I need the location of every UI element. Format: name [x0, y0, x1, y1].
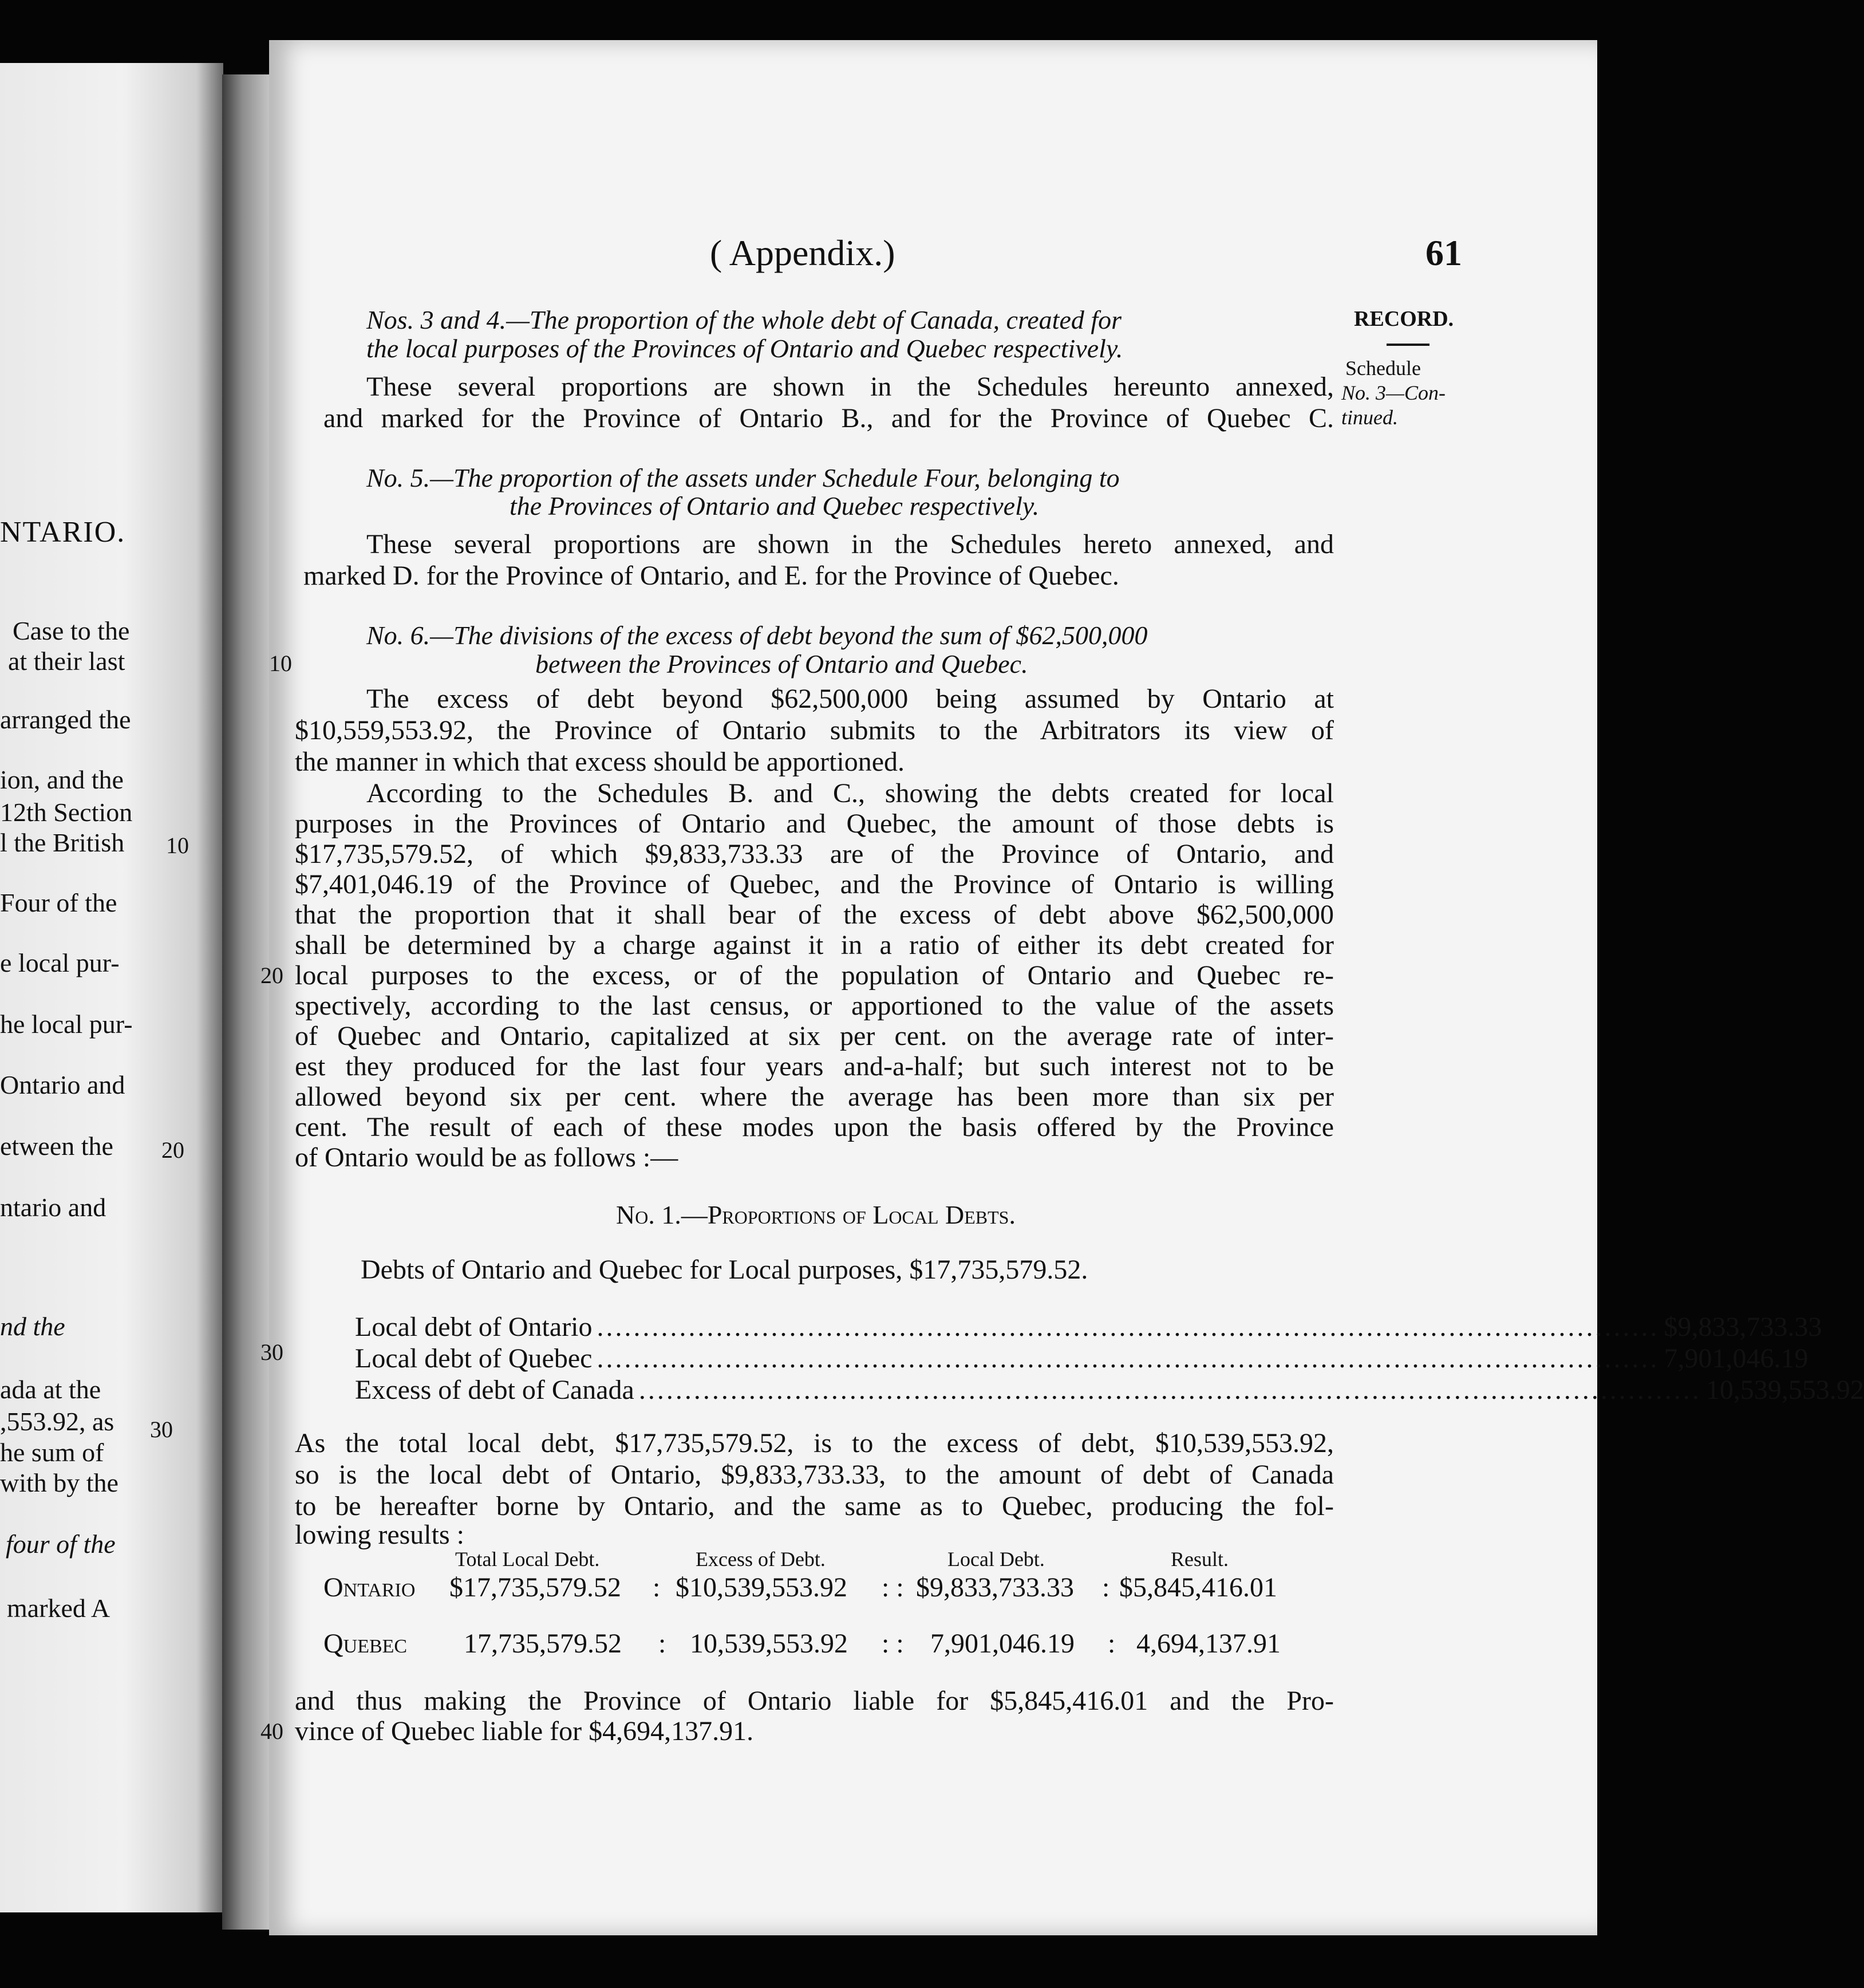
leader-dots: .................................................................................................................... [597, 1312, 1660, 1342]
paragraph-line: purposes in the Provinces of Ontario and Quebec, the amount of those debts is [295, 808, 1334, 839]
sidenote-record: RECORD. [1354, 307, 1454, 331]
paragraph-line: shall be determined by a charge against it in a ratio of either its debt created for [295, 930, 1334, 960]
left-page-line: ada at the [0, 1375, 101, 1404]
result-separator: : : [882, 1628, 904, 1659]
left-page-line: ntario and [0, 1193, 106, 1222]
sidenote-number: No. 3—Con- [1341, 381, 1446, 404]
paragraph-line: $10,559,553.92, the Province of Ontario submits to the Arbitrators its view of [295, 715, 1334, 746]
paragraph-line: local purposes to the excess, or of the population of Ontario and Quebec re- [295, 960, 1334, 991]
left-page-line: nd the [0, 1312, 65, 1341]
sidenote-continued: tinued. [1341, 406, 1398, 429]
paragraph-line: $7,401,046.19 of the Province of Quebec, and the Province of Ontario is willing [295, 869, 1334, 900]
result-separator: : [658, 1628, 666, 1659]
result-row-name: Quebec [323, 1628, 408, 1659]
table-intro: Debts of Ontario and Quebec for Local purposes, $17,735,579.52. [361, 1255, 1088, 1285]
result-total: 17,735,579.52 [464, 1628, 622, 1659]
paragraph-line: marked D. for the Province of Ontario, and E. for the Province of Quebec. [303, 561, 1119, 591]
result-excess: 10,539,553.92 [690, 1628, 848, 1659]
result-local: $9,833,733.33 [916, 1572, 1074, 1603]
paragraph-line: est they produced for the last four years and-a-half; but such interest not to be [295, 1051, 1334, 1082]
left-page-line: ,553.92, as [0, 1407, 114, 1436]
leader-dots: .................................................................................................................... [638, 1375, 1701, 1405]
left-page-line: marked A [7, 1593, 110, 1623]
row-amount: 7,901,046.19 [1664, 1343, 1808, 1374]
row-label: Excess of debt of Canada [355, 1375, 634, 1405]
result-local: 7,901,046.19 [930, 1628, 1075, 1659]
leader-dots: .................................................................................................................... [597, 1343, 1660, 1374]
paragraph-line: so is the local debt of Ontario, $9,833,733.33, to the amount of debt of Canada [295, 1460, 1334, 1490]
line-number: 30 [260, 1339, 283, 1365]
left-page-line: etween the [0, 1131, 113, 1161]
paragraph-line: As the total local debt, $17,735,579.52, is to the excess of debt, $10,539,553.92, [295, 1428, 1334, 1458]
paragraph-line: the manner in which that excess should be apportioned. [295, 747, 905, 777]
left-page-line: with by the [0, 1468, 119, 1497]
paragraph-line: These several proportions are shown in the Schedules hereto annexed, and [366, 529, 1334, 559]
result-separator: : [1102, 1572, 1110, 1603]
left-page-line: Ontario and [0, 1070, 125, 1099]
left-page-fragment [0, 63, 223, 1912]
section-heading-line: Nos. 3 and 4.—The proportion of the whole debt of Canada, created for [366, 305, 1122, 334]
left-page-line: e local pur- [0, 948, 120, 977]
paragraph-line: to be hereafter borne by Ontario, and the same as to Quebec, producing the fol- [295, 1491, 1334, 1521]
row-label: Local debt of Ontario [355, 1312, 593, 1342]
result-excess: $10,539,553.92 [676, 1572, 847, 1603]
result-separator: : : [882, 1572, 904, 1603]
line-number: 10 [269, 650, 292, 676]
left-page-line: ion, and the [0, 765, 124, 794]
left-page-line: arranged the [0, 705, 131, 734]
result-row-name: Ontario [323, 1572, 416, 1603]
line-number: 40 [260, 1718, 283, 1744]
left-page-line-number: 20 [161, 1137, 184, 1163]
column-header: Result. [1171, 1548, 1229, 1571]
section-heading-line: No. 6.—The divisions of the excess of debt beyond the sum of $62,500,000 [366, 621, 1148, 650]
sidenote-rule [1387, 344, 1429, 346]
column-header: Excess of Debt. [696, 1548, 826, 1571]
paragraph-line: According to the Schedules B. and C., showing the debts created for local [366, 778, 1334, 808]
paragraph-line: spectively, according to the last census, or apportioned to the value of the assets [295, 991, 1334, 1021]
paragraph-line: of Quebec and Ontario, capitalized at six per cent. on the average rate of inter- [295, 1021, 1334, 1051]
line-number: 20 [260, 963, 283, 988]
left-page-line: at their last [8, 646, 125, 676]
left-page-line: he sum of [0, 1438, 104, 1467]
paragraph-line: These several proportions are shown in the Schedules hereunto annexed, [366, 372, 1334, 402]
left-page-line: 12th Section [0, 798, 133, 827]
result-total: $17,735,579.52 [449, 1572, 621, 1603]
row-label: Local debt of Quebec [355, 1343, 593, 1374]
paragraph-line: allowed beyond six per cent. where the average has been more than six per [295, 1082, 1334, 1112]
column-header: Total Local Debt. [455, 1548, 600, 1571]
left-page-line: Four of the [0, 888, 117, 917]
paragraph-line: $17,735,579.52, of which $9,833,733.33 are of the Province of Ontario, and [295, 839, 1334, 869]
paragraph-line: cent. The result of each of these modes upon the basis offered by the Province [295, 1112, 1334, 1142]
left-page-line: he local pur- [0, 1009, 133, 1039]
left-page-line: Case to the [13, 616, 130, 645]
table-row [355, 1343, 1808, 1374]
left-page-line-number: 30 [150, 1417, 173, 1442]
result-separator: : [1108, 1628, 1116, 1659]
section-heading-line: No. 5.—The proportion of the assets under Schedule Four, belonging to [366, 463, 1120, 492]
paragraph-line: vince of Quebec liable for $4,694,137.91. [295, 1716, 754, 1746]
paragraph-line: lowing results : [295, 1520, 464, 1550]
row-amount: 10,539,553.92 [1705, 1375, 1864, 1405]
paragraph-line: that the proportion that it shall bear of the excess of debt above $62,500,000 [295, 900, 1334, 930]
column-header: Local Debt. [947, 1548, 1045, 1571]
paragraph-line: and marked for the Province of Ontario B., and for the Province of Quebec C. [323, 403, 1334, 433]
section-heading-line: the local purposes of the Provinces of Ontario and Quebec respectively. [366, 334, 1123, 363]
left-page-heading: NTARIO. [0, 516, 126, 549]
row-amount: $9,833,733.33 [1664, 1312, 1822, 1342]
paragraph-line: and thus making the Province of Ontario liable for $5,845,416.01 and the Pro- [295, 1686, 1334, 1716]
section-heading-line: between the Provinces of Ontario and Quebec. [535, 649, 1028, 679]
left-page-line: l the British [0, 828, 125, 857]
paragraph-line: of Ontario would be as follows :— [295, 1142, 678, 1173]
table-heading: No. 1.—Proportions of Local Debts. [616, 1200, 1016, 1229]
section-heading-line: the Provinces of Ontario and Quebec respectively. [510, 491, 1040, 520]
page-header-title: ( Appendix.) [710, 232, 895, 273]
table-row [355, 1374, 1864, 1406]
section-heading [366, 305, 1121, 335]
table-row [355, 1311, 1822, 1343]
result-value: $5,845,416.01 [1119, 1572, 1277, 1603]
left-page-line-number: 10 [166, 833, 189, 858]
paragraph-line: The excess of debt beyond $62,500,000 being assumed by Ontario at [366, 684, 1334, 714]
left-page-line: four of the [6, 1529, 116, 1559]
result-separator: : [653, 1572, 661, 1603]
sidenote-schedule: Schedule [1345, 357, 1421, 380]
result-value: 4,694,137.91 [1136, 1628, 1281, 1659]
page-number: 61 [1425, 232, 1462, 273]
